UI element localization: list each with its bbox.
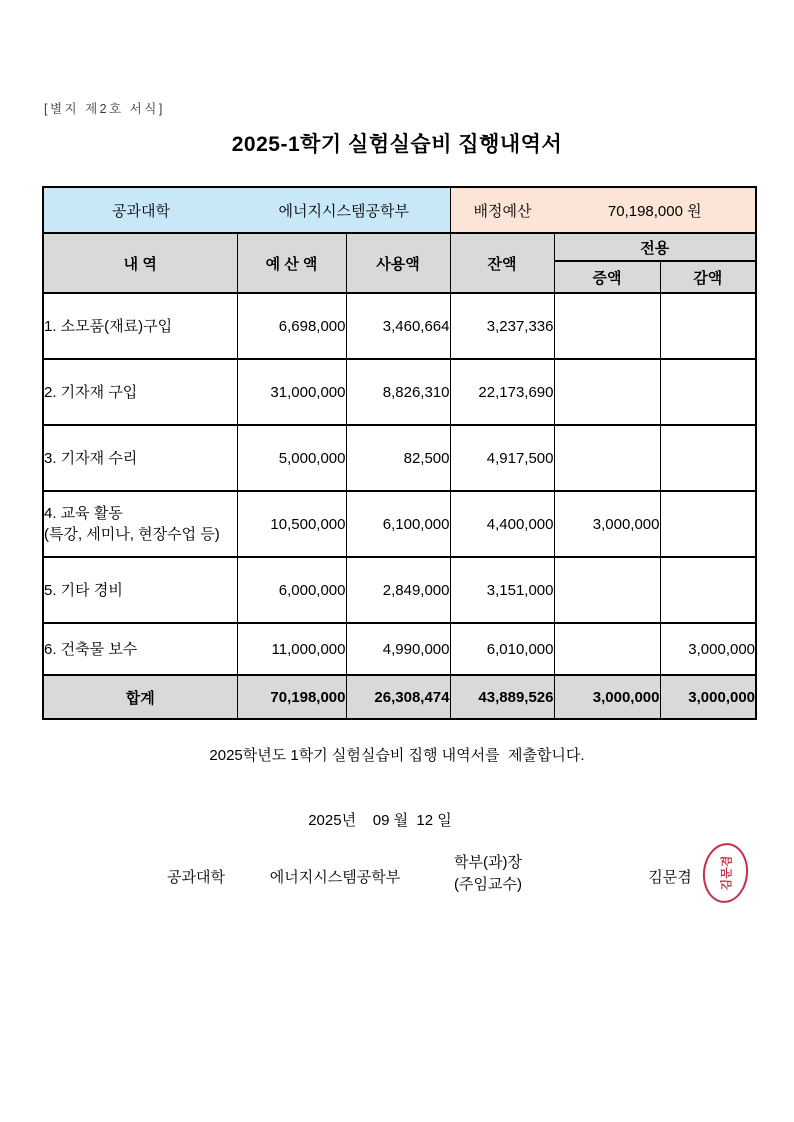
total-used: 26,308,474 [346, 675, 450, 719]
row-increase [554, 623, 660, 675]
college-department-cell [43, 187, 450, 233]
header-used: 사용액 [346, 233, 450, 293]
table-row [43, 557, 756, 623]
row-used: 2,849,000 [346, 557, 450, 623]
row-decrease [660, 557, 756, 623]
row-budget: 5,000,000 [237, 425, 346, 491]
row-used: 3,460,664 [346, 293, 450, 359]
row-label: 2. 기자재 구입 [43, 359, 237, 425]
row-label [43, 491, 237, 557]
signature-seal-stamp [700, 841, 751, 905]
info-banner-row [43, 187, 756, 233]
row-decrease [660, 491, 756, 557]
table-row [43, 491, 756, 557]
table-row [43, 359, 756, 425]
row-balance: 6,010,000 [450, 623, 554, 675]
table-row [43, 293, 756, 359]
row-decrease [660, 359, 756, 425]
table-total-row [43, 675, 756, 719]
row-used: 82,500 [346, 425, 450, 491]
row-balance: 3,237,336 [450, 293, 554, 359]
row-used: 8,826,310 [346, 359, 450, 425]
header-item: 내 역 [43, 233, 237, 293]
row-label-line2: (특강, 세미나, 현장수업 등) [44, 526, 220, 543]
row-decrease [660, 425, 756, 491]
signer-title [433, 852, 543, 896]
page-title: 2025-1학기 실험실습비 집행내역서 [231, 133, 563, 156]
total-decrease: 3,000,000 [660, 675, 756, 719]
row-increase [554, 293, 660, 359]
signer-title-line2: (주임교수) [454, 876, 522, 893]
row-balance: 3,151,000 [450, 557, 554, 623]
row-increase [554, 557, 660, 623]
budget-label: 배정예산 [473, 202, 532, 220]
table-row [43, 623, 756, 675]
seal-text: 김문겸 [718, 855, 734, 891]
row-used: 4,990,000 [346, 623, 450, 675]
total-increase: 3,000,000 [554, 675, 660, 719]
header-decrease: 감액 [660, 261, 756, 293]
signature-college: 공과대학 [167, 869, 225, 886]
total-budget: 70,198,000 [237, 675, 346, 719]
row-balance: 4,400,000 [450, 491, 554, 557]
row-budget: 31,000,000 [237, 359, 346, 425]
row-label: 3. 기자재 수리 [43, 425, 237, 491]
budget-table [42, 186, 757, 720]
row-budget: 6,000,000 [237, 557, 346, 623]
row-budget: 10,500,000 [237, 491, 346, 557]
header-balance: 잔액 [450, 233, 554, 293]
row-decrease [660, 293, 756, 359]
header-transfer: 전용 [554, 233, 756, 261]
row-used: 6,100,000 [346, 491, 450, 557]
signer-name: 김문겸 [648, 869, 692, 886]
total-balance: 43,889,526 [450, 675, 554, 719]
row-decrease: 3,000,000 [660, 623, 756, 675]
header-increase: 증액 [554, 261, 660, 293]
signature-department: 에너지시스템공학부 [269, 869, 401, 886]
submission-date: 2025년 09 월 12 일 [308, 812, 452, 829]
total-label: 합계 [43, 675, 237, 719]
college-name: 공과대학 [112, 202, 170, 220]
row-budget: 6,698,000 [237, 293, 346, 359]
submission-statement: 2025학년도 1학기 실험실습비 집행 내역서를 제출합니다. [209, 747, 585, 764]
row-balance: 22,173,690 [450, 359, 554, 425]
table-row [43, 425, 756, 491]
row-increase: 3,000,000 [554, 491, 660, 557]
signer-title-line1: 학부(과)장 [454, 854, 522, 871]
department-name: 에너지시스템공학부 [278, 202, 409, 220]
allocated-budget-cell [450, 187, 756, 233]
row-increase [554, 425, 660, 491]
row-label: 6. 건축물 보수 [43, 623, 237, 675]
table-header-row [43, 233, 756, 261]
row-label-line1: 4. 교육 활동 [44, 505, 123, 522]
row-label: 1. 소모품(재료)구입 [43, 293, 237, 359]
row-label: 5. 기타 경비 [43, 557, 237, 623]
header-budget: 예 산 액 [237, 233, 346, 293]
form-label: [별지 제2호 서식] [44, 102, 165, 116]
row-budget: 11,000,000 [237, 623, 346, 675]
budget-amount: 70,198,000 원 [607, 202, 702, 220]
row-increase [554, 359, 660, 425]
row-balance: 4,917,500 [450, 425, 554, 491]
